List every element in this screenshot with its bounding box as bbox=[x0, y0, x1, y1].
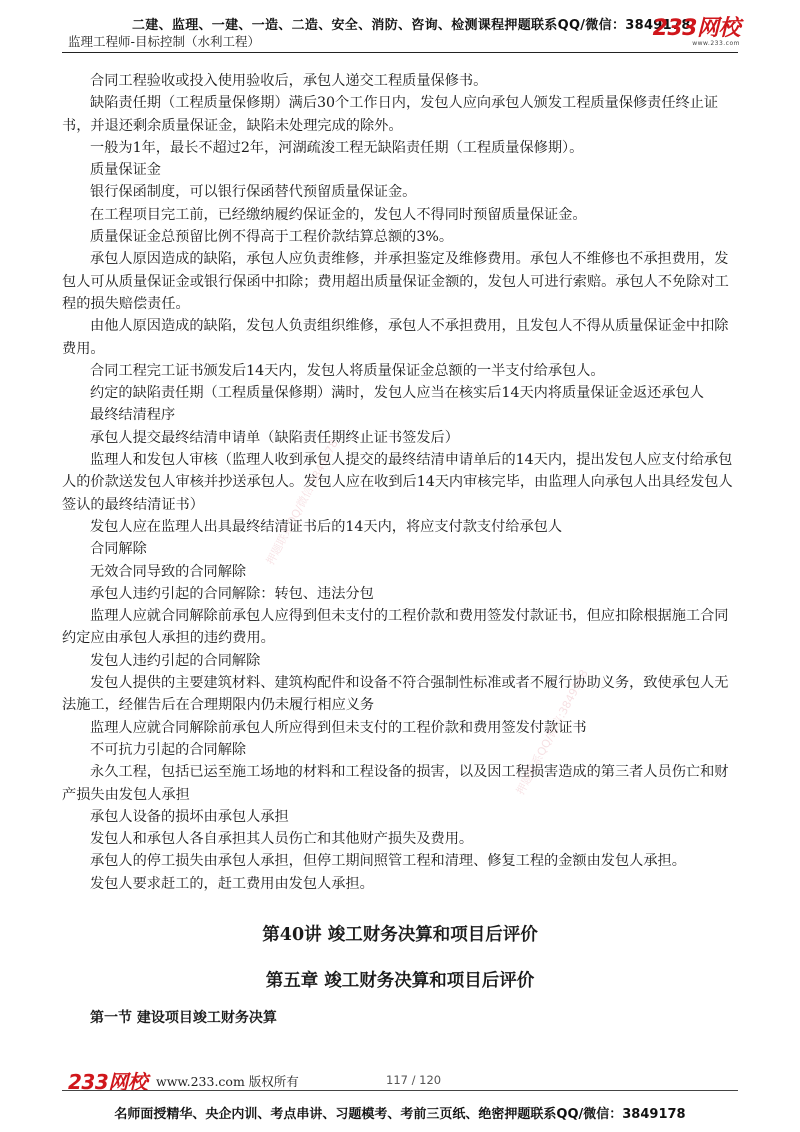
paragraph: 一般为1年，最长不超过2年，河湖疏浚工程无缺陷责任期（工程质量保修期）。 bbox=[90, 139, 584, 156]
paragraph: 合同工程验收或投入使用验收后，承包人递交工程质量保修书。 bbox=[90, 73, 488, 89]
paragraph: 监理人和发包人审核（监理人收到承包人提交的最终结清申请单后的14天内，提出发包人应支付给承包人的价款送发包人审核并抄送承包人。发包人应在收到后14天内审核完毕，由监理人向承包人出具经发包人签认的最终结清证书） bbox=[62, 452, 733, 513]
paragraph: 承包人提交最终结清申请单（缺陷责任期终止证书签发后） bbox=[90, 429, 459, 446]
paragraph: 质量保证金 bbox=[90, 162, 161, 179]
section-heading: 第一节 建设项目竣工财务决算 bbox=[90, 1010, 277, 1026]
paragraph: 无效合同导致的合同解除 bbox=[90, 563, 247, 580]
header-rule bbox=[62, 52, 738, 53]
paragraph: 质量保证金总预留比例不得高于工程价款结算总额的3%。 bbox=[90, 229, 454, 246]
paragraph: 监理人应就合同解除前承包人所应得到但未支付的工程价款和费用签发付款证书 bbox=[90, 719, 587, 736]
paragraph: 不可抗力引起的合同解除 bbox=[90, 741, 247, 758]
paragraph: 承包人设备的损坏由承包人承担 bbox=[90, 808, 289, 825]
lecture-heading: 第40讲 竣工财务决算和项目后评价 bbox=[262, 925, 538, 945]
paragraph: 最终结清程序 bbox=[90, 407, 176, 424]
paragraph: 发包人要求赶工的，赶工费用由发包人承担。 bbox=[90, 875, 374, 892]
paragraph: 缺陷责任期（工程质量保修期）满后30个工作日内，发包人应向承包人颁发工程质量保修责任终止证书，并退还剩余质量保证金，缺陷未处理完成的除外。 bbox=[62, 95, 719, 134]
brand-logo-url: www.233.com bbox=[692, 40, 740, 47]
header-contact-line: 二建、监理、一建、一造、二造、安全、消防、咨询、检测课程押题联系QQ/微信：3849178 bbox=[132, 18, 691, 33]
paragraph: 发包人违约引起的合同解除 bbox=[90, 652, 261, 669]
footer-rule bbox=[62, 1090, 738, 1091]
paragraph: 承包人违约引起的合同解除：转包、违法分包 bbox=[90, 585, 374, 602]
paragraph: 监理人应就合同解除前承包人应得到但未支付的工程价款和费用签发付款证书，但应扣除根据施工合同约定应由承包人承担的违约费用。 bbox=[62, 608, 729, 647]
header-course-title: 监理工程师-目标控制（水利工程） bbox=[68, 34, 261, 49]
paragraph: 发包人和承包人各自承担其人员伤亡和其他财产损失及费用。 bbox=[90, 831, 474, 848]
brand-logo-text: 233网校 bbox=[652, 16, 740, 41]
paragraph: 发包人提供的主要建筑材料、建筑构配件和设备不符合强制性标准或者不履行协助义务，致使承包人无法施工，经催告后在合理期限内仍未履行相应义务 bbox=[62, 675, 729, 714]
paragraph: 约定的缺陷责任期（工程质量保修期）满时，发包人应当在核实后14天内将质量保证金返还承包人 bbox=[90, 385, 704, 402]
document-body bbox=[62, 70, 742, 895]
paragraph: 永久工程，包括已运至施工场地的材料和工程设备的损害，以及因工程损害造成的第三者人员伤亡和财产损失由发包人承担 bbox=[62, 764, 729, 803]
chapter-heading: 第五章 竣工财务决算和项目后评价 bbox=[265, 971, 535, 991]
brand-logo bbox=[653, 18, 740, 47]
watermark: 押题联系QQ/微信:3849178 bbox=[263, 437, 341, 568]
paragraph: 合同解除 bbox=[90, 541, 147, 558]
paragraph: 合同工程完工证书颁发后14天内，发包人将质量保证金总额的一半支付给承包人。 bbox=[90, 362, 605, 379]
paragraph: 由他人原因造成的缺陷，发包人负责组织维修，承包人不承担费用，且发包人不得从质量保证金中扣除费用。 bbox=[62, 318, 729, 357]
paragraph: 承包人的停工损失由承包人承担，但停工期间照管工程和清理、修复工程的金额由发包人承担。 bbox=[90, 853, 686, 870]
page-number: 117 / 120 bbox=[386, 1073, 442, 1087]
watermark: 押题联系QQ/微信:3849178 bbox=[513, 667, 591, 798]
paragraph: 承包人原因造成的缺陷，承包人应负责维修，并承担鉴定及维修费用。承包人不维修也不承担费用，发包人可从质量保证金或银行保函中扣除；费用超出质量保证金额的，发包人可进行索赔。承包人不免除对工程的损失赔偿责任。 bbox=[62, 251, 729, 312]
page-header bbox=[0, 0, 800, 56]
paragraph: 银行保函制度，可以银行保函替代预留质量保证金。 bbox=[90, 184, 417, 201]
paragraph: 在工程项目完工前，已经缴纳履约保证金的，发包人不得同时预留质量保证金。 bbox=[90, 206, 587, 223]
footer-contact-line: 名师面授精华、央企内训、考点串讲、习题模考、考前三页纸、绝密押题联系QQ/微信：3849178 bbox=[114, 1107, 686, 1122]
footer-copyright: www.233.com 版权所有 bbox=[156, 1074, 299, 1089]
paragraph: 发包人应在监理人出具最终结清证书后的14天内，将应支付款支付给承包人 bbox=[90, 518, 563, 535]
footer-logo: 233网校 bbox=[68, 1070, 148, 1094]
